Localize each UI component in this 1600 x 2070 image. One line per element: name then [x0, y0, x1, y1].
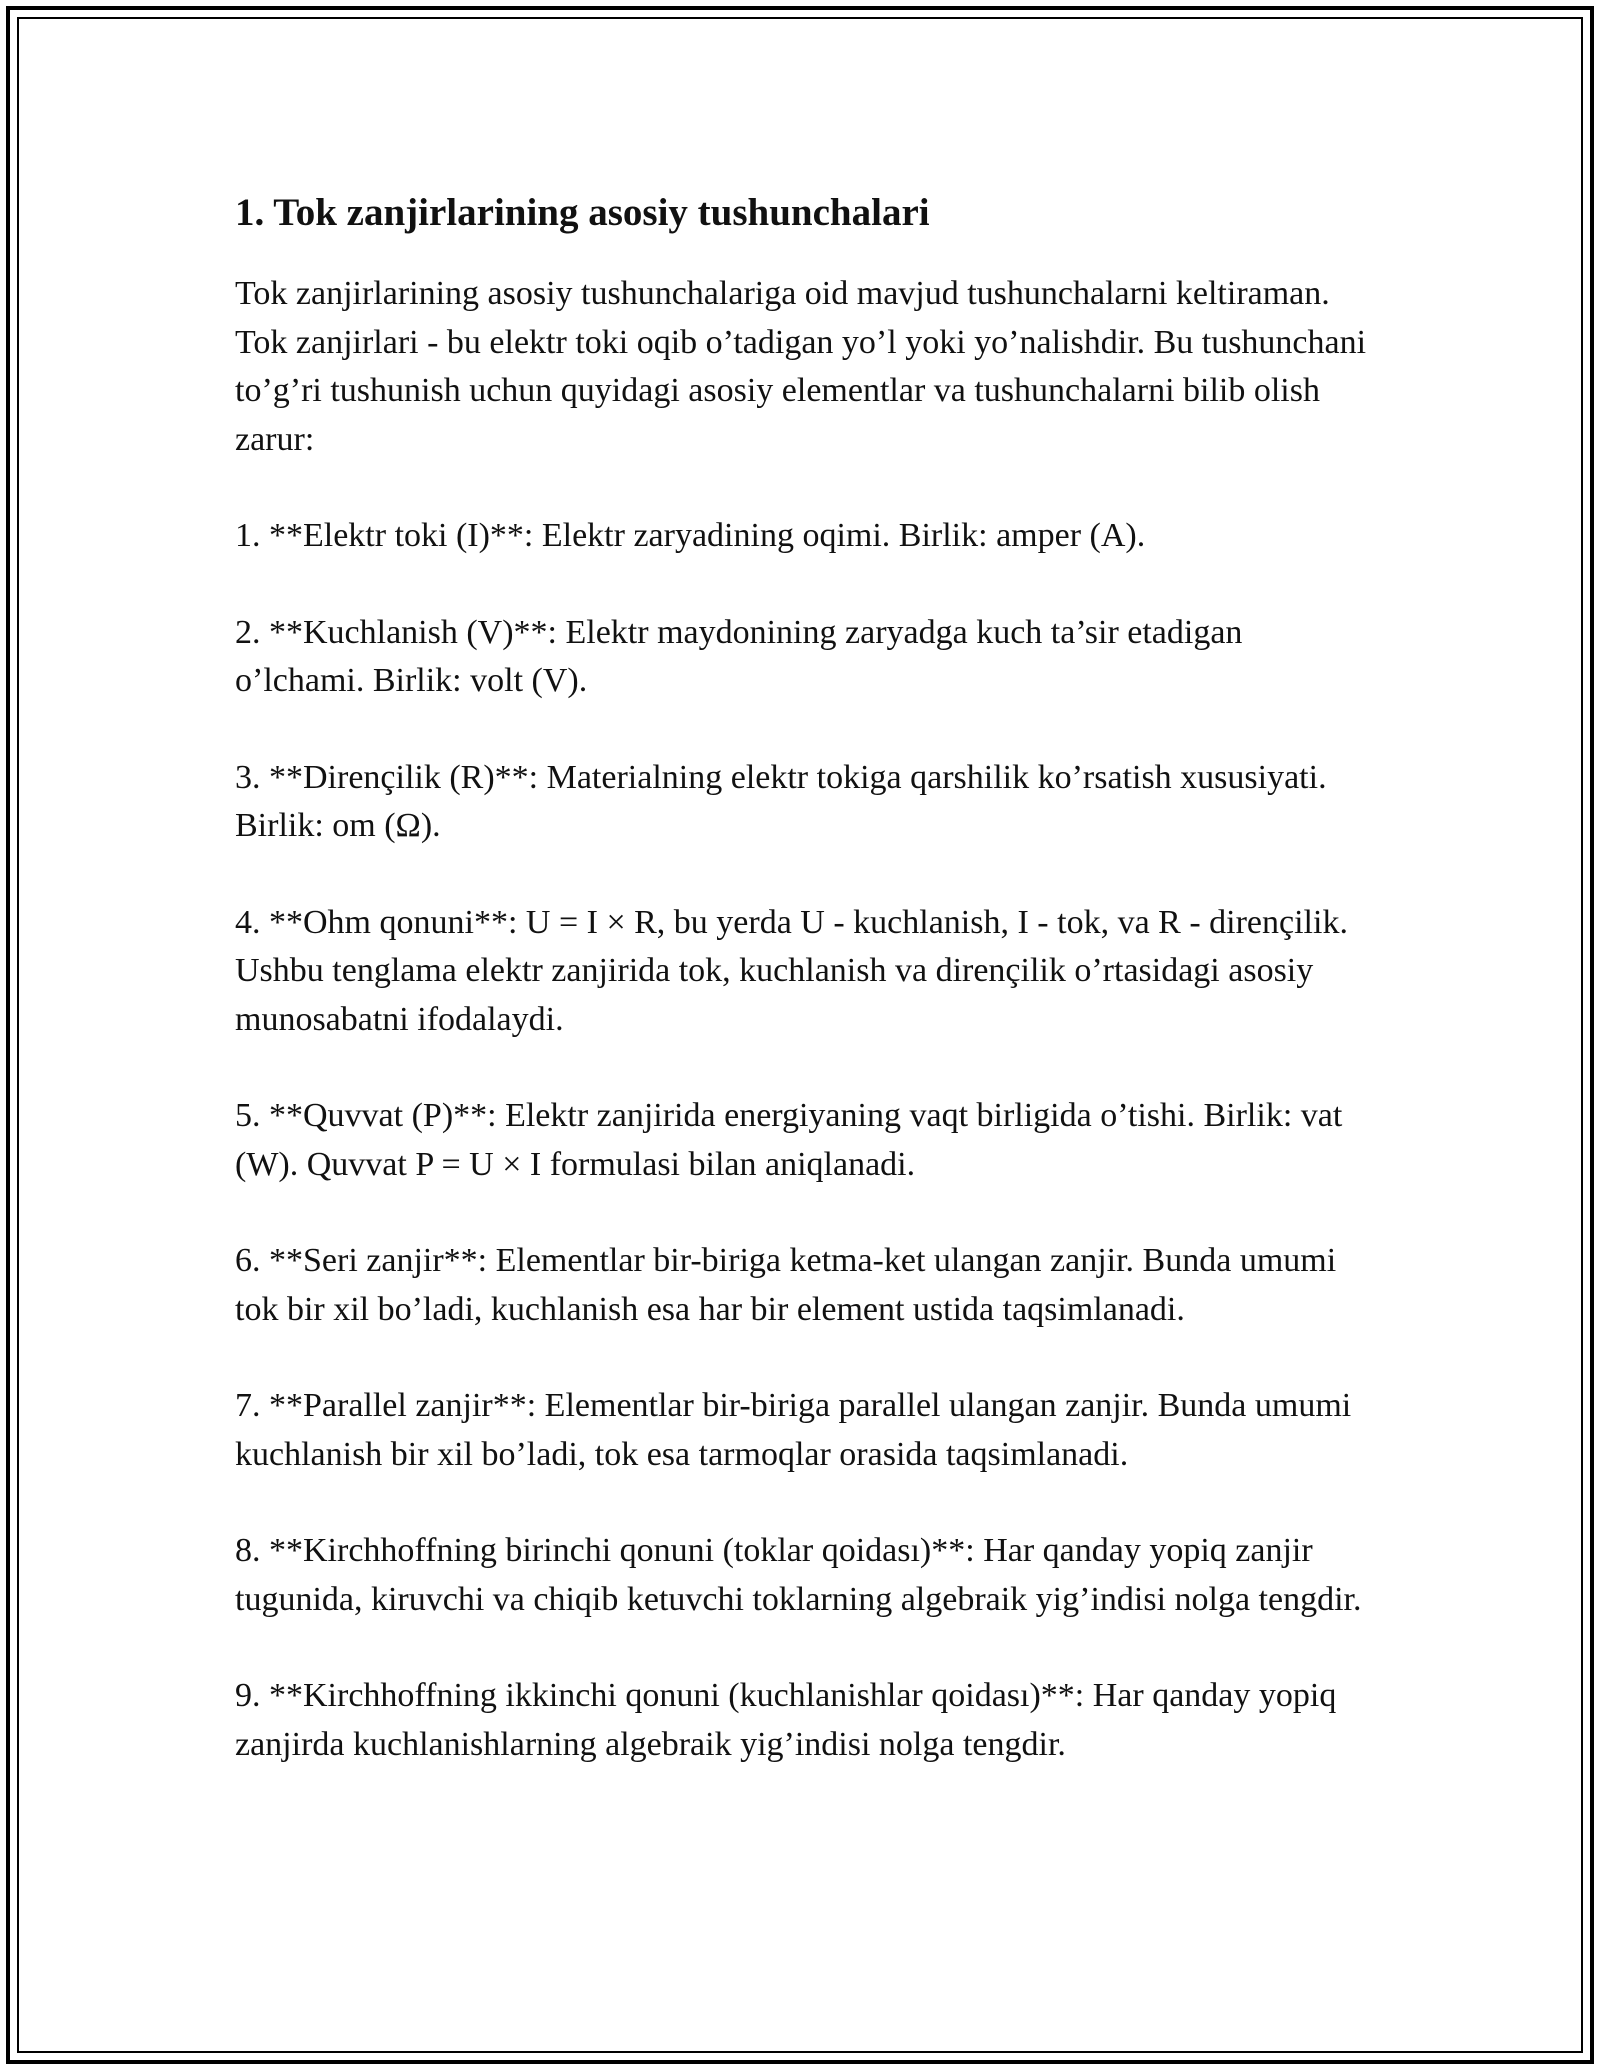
list-item-power: 5. **Quvvat (P)**: Elektr zanjirida energiyaning vaqt birligida o’tishi. Birlik: vat (W). Quvvat P = U × I formulasi bilan aniqlanadi.	[235, 1097, 1343, 1183]
list-item-electric-current: 1. **Elektr toki (I)**: Elektr zaryadining oqimi. Birlik: amper (A).	[235, 517, 1146, 554]
list-item-resistance: 3. **Dirençilik (R)**: Materialning elektr tokiga qarshilik ko’rsatish xususiyati. Birlik: om (Ω).	[235, 758, 1327, 844]
list-item-ohms-law: 4. **Ohm qonuni**: U = I × R, bu yerda U - kuchlanish, I - tok, va R - dirençilik. Ushbu tenglama elektr zanjirida tok, kuchlanish va dirençilik o’rtasidagi asosiy munosabatni ifodalaydi.	[235, 903, 1348, 1038]
section-heading: 1. Tok zanjirlarining asosiy tushunchalari	[235, 191, 930, 234]
list-item-voltage: 2. **Kuchlanish (V)**: Elektr maydonining zaryadga kuch ta’sir etadigan o’lchami. Birlik: volt (V).	[235, 613, 1243, 699]
intro-paragraph: Tok zanjirlarining asosiy tushunchalariga oid mavjud tushunchalarni keltiraman. Tok zanjirlari - bu elektr toki oqib o’tadigan yo’l yoki yo’nalishdir. Bu tushunchani to’g’ri tushunish uchun quyidagi asosiy elementlar va tushunchalarni bilib olish zarur:	[235, 275, 1367, 458]
list-item-kirchhoff-first-law: 8. **Kirchhoffning birinchi qonuni (toklar qoidası)**: Har qanday yopiq zanjir tugunida, kiruvchi va chiqib ketuvchi toklarning algebraik yig’indisi nolga tengdir.	[235, 1532, 1362, 1618]
document-body	[235, 180, 1375, 1817]
list-item-parallel-circuit: 7. **Parallel zanjir**: Elementlar bir-biriga parallel ulangan zanjir. Bunda umumi kuchlanish bir xil bo’ladi, tok esa tarmoqlar orasida taqsimlanadi.	[235, 1387, 1352, 1473]
list-item-kirchhoff-second-law: 9. **Kirchhoffning ikkinchi qonuni (kuchlanishlar qoidası)**: Har qanday yopiq zanjirda kuchlanishlarning algebraik yig’indisi nolga tengdir.	[235, 1677, 1337, 1763]
list-item-series-circuit: 6. **Seri zanjir**: Elementlar bir-biriga ketma-ket ulangan zanjir. Bunda umumi tok bir xil bo’ladi, kuchlanish esa har bir element ustida taqsimlanadi.	[235, 1242, 1337, 1328]
